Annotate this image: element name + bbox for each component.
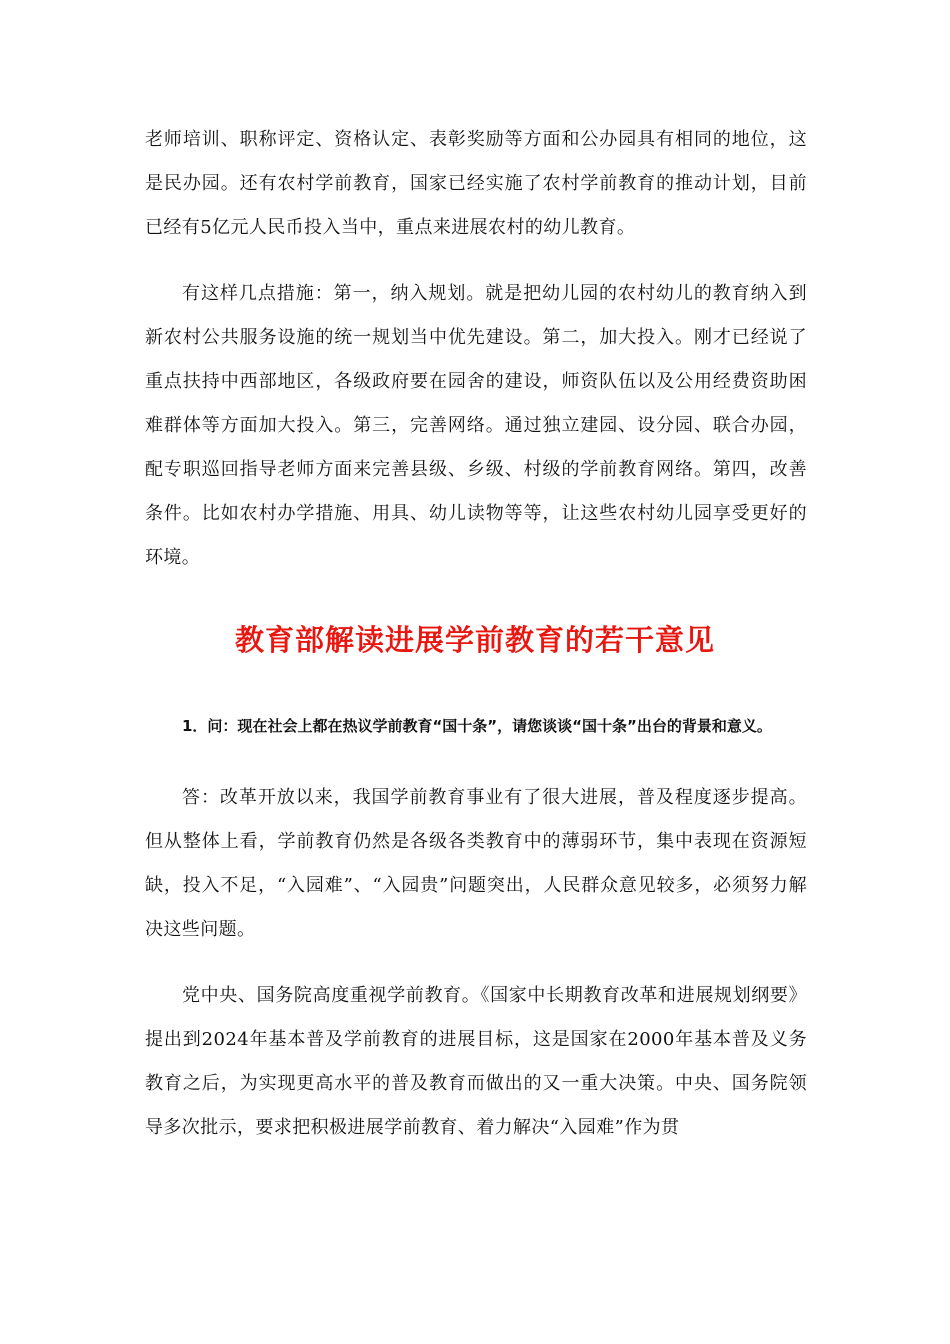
answer-paragraph-1: 答：改革开放以来，我国学前教育事业有了很大进展，普及程度逐步提高。但从整体上看，学前教育仍然是各级各类教育中的薄弱环节，集中表现在资源短缺，投入不足，“入园难”、“入园贵”问题突出，人民群众意见较多，必须努力解决这些问题。 <box>145 787 807 940</box>
question-1: 1．问：现在社会上都在热议学前教育“国十条”，请您谈谈“国十条”出台的背景和意义。 <box>182 717 772 735</box>
section-title: 教育部解读进展学前教育的若干意见 <box>234 623 715 657</box>
paragraph-rural-measures: 有这样几点措施：第一，纳入规划。就是把幼儿园的农村幼儿的教育纳入到新农村公共服务设施的统一规划当中优先建设。第二，加大投入。刚才已经说了重点扶持中西部地区，各级政府要在园舍的建设，师资队伍以及公用经费资助困难群体等方面加大投入。第三，完善网络。通过独立建园、设分园、联合办园，配专职巡回指导老师方面来完善县级、乡级、村级的学前教育网络。第四，改善条件。比如农村办学措施、用具、幼儿读物等等，让这些农村幼儿园享受更好的环境。 <box>145 283 807 568</box>
answer-paragraph-2: 党中央、国务院高度重视学前教育。《国家中长期教育改革和进展规划纲要》提出到2024年基本普及学前教育的进展目标，这是国家在2000年基本普及义务教育之后，为实现更高水平的普及教育而做出的又一重大决策。中央、国务院领导多次批示，要求把积极进展学前教育、着力解决“入园难”作为贯 <box>145 985 807 1138</box>
paragraph-private-kindergarten: 老师培训、职称评定、资格认定、表彰奖励等方面和公办园具有相同的地位，这是民办园。还有农村学前教育，国家已经实施了农村学前教育的推动计划，目前已经有5亿元人民币投入当中，重点来进展农村的幼儿教育。 <box>145 129 807 238</box>
